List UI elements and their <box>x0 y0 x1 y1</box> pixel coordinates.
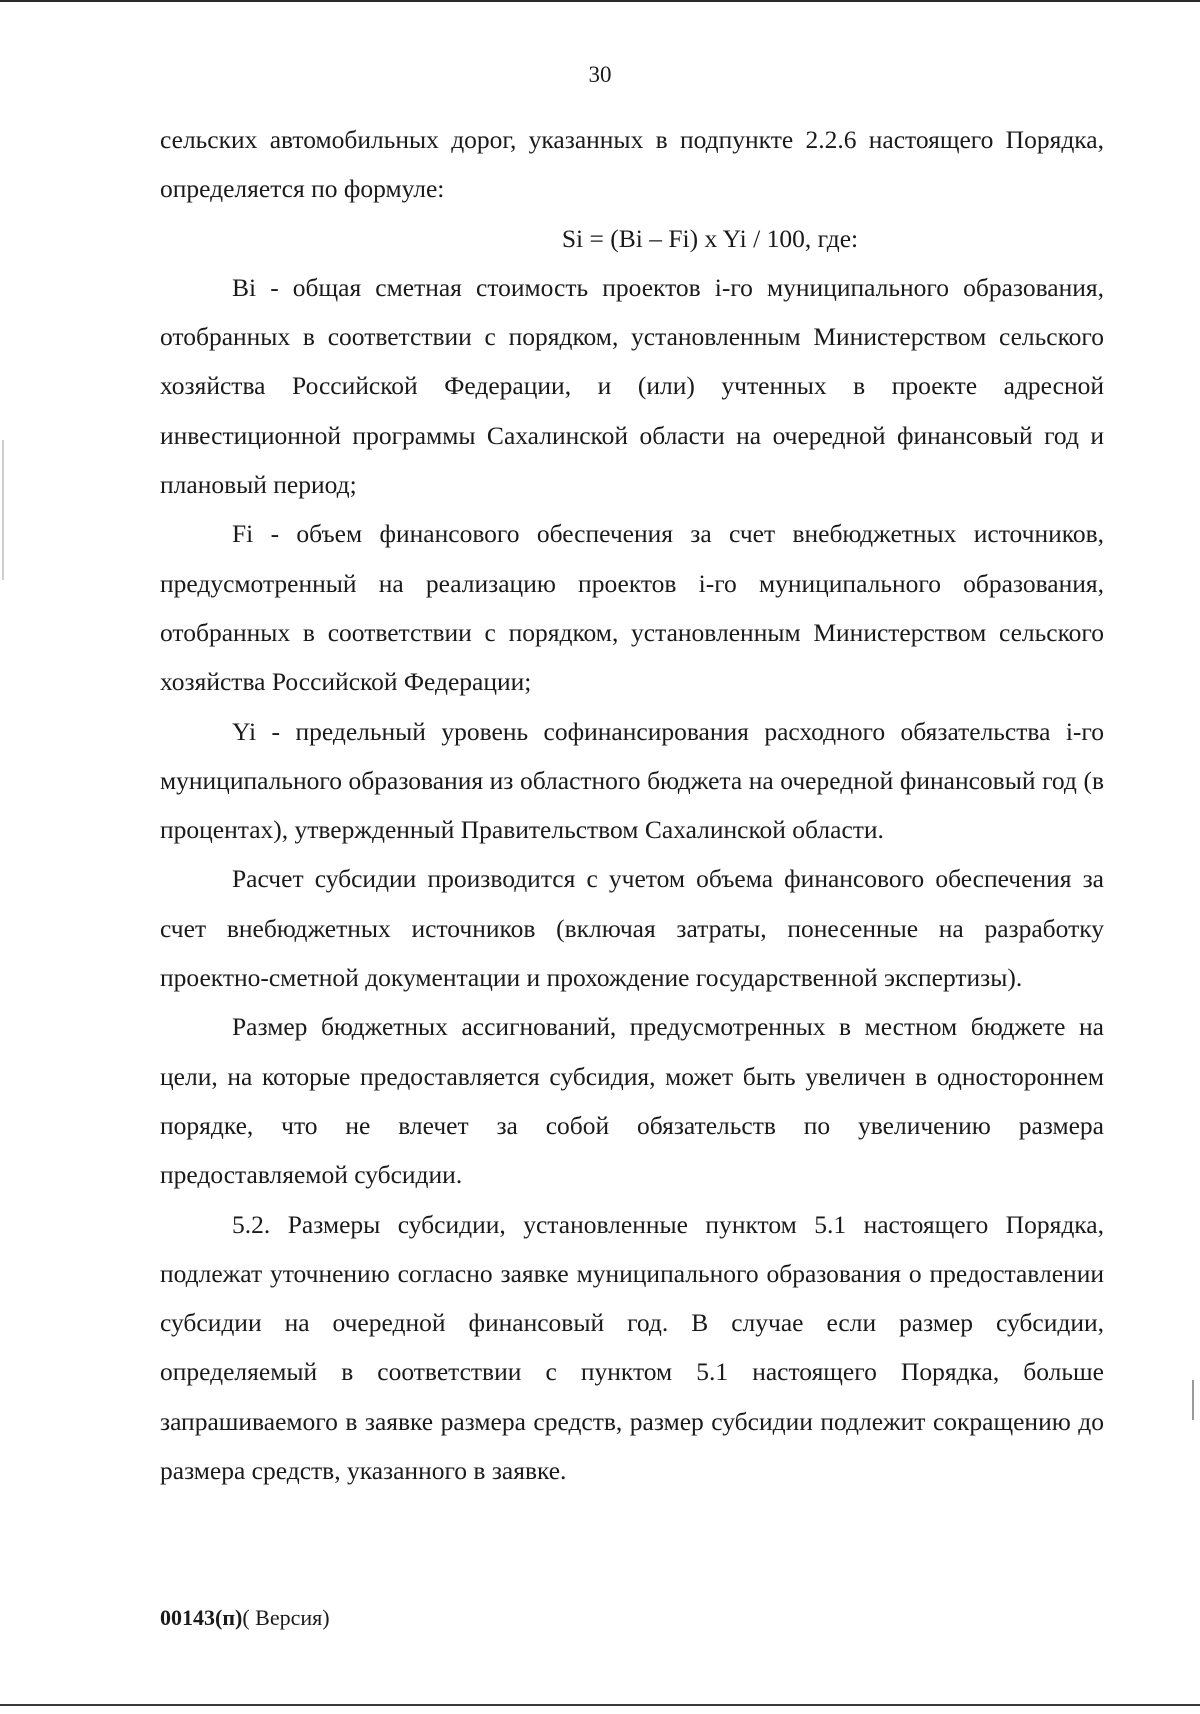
page-top-border <box>0 0 1200 2</box>
scan-edge-mark <box>1192 1380 1194 1420</box>
page-bottom-border <box>0 1704 1200 1706</box>
document-code: 00143(п) <box>160 1605 243 1630</box>
document-body <box>160 115 1104 1495</box>
paragraph-fi-definition: Fi - объем финансового обеспечения за счет внебюджетных источников, предусмотренный на реализацию проектов i-го муниципального образования, отобранных в соответствии с порядком, установленным Министерством сельского хозяйства Российской Федерации; <box>160 519 1104 697</box>
page-number: 30 <box>588 62 612 87</box>
scan-edge-mark <box>2 440 4 580</box>
paragraph-bi-definition: Bi - общая сметная стоимость проектов i-го муниципального образования, отобранных в соответствии с порядком, установленным Министерством сельского хозяйства Российской Федерации, и (или) учтенных в проекте адресной инвестиционной программы Сахалинской области на очередной финансовый год и плановый период; <box>160 272 1104 500</box>
paragraph-budget-allocation: Размер бюджетных ассигнований, предусмотренных в местном бюджете на цели, на которые предоставляется субсидия, может быть увеличен в одностороннем порядке, что не влечет за собой обязательств по увеличению размера предоставляемой субсидии. <box>160 1012 1104 1190</box>
paragraph-subsidy-calculation: Расчет субсидии производится с учетом объема финансового обеспечения за счет внебюджетных источников (включая затраты, понесенные на разработку проектно-сметной документации и прохождение государственной экспертизы). <box>160 864 1104 993</box>
paragraph-5-2: 5.2. Размеры субсидии, установленные пунктом 5.1 настоящего Порядка, подлежат уточнению согласно заявке муниципального образования о предоставлении субсидии на очередной финансовый год. В случае если размер субсидии, определяемый в соответствии с пунктом 5.1 настоящего Порядка, больше запрашиваемого в заявке размера средств, размер субсидии подлежит сокращению до размера средств, указанного в заявке. <box>160 1209 1104 1486</box>
document-version: ( Версия) <box>242 1605 330 1630</box>
formula: Si = (Bi – Fi) x Yi / 100, где: <box>561 223 859 253</box>
paragraph-continuation: сельских автомобильных дорог, указанных в подпункте 2.2.6 настоящего Порядка, определяется по формуле: <box>160 125 1104 204</box>
document-footer <box>160 1605 330 1631</box>
paragraph-yi-definition: Yi - предельный уровень софинансирования расходного обязательства i-го муниципального образования из областного бюджета на очередной финансовый год (в процентах), утвержденный Правительством Сахалинской области. <box>160 716 1104 845</box>
